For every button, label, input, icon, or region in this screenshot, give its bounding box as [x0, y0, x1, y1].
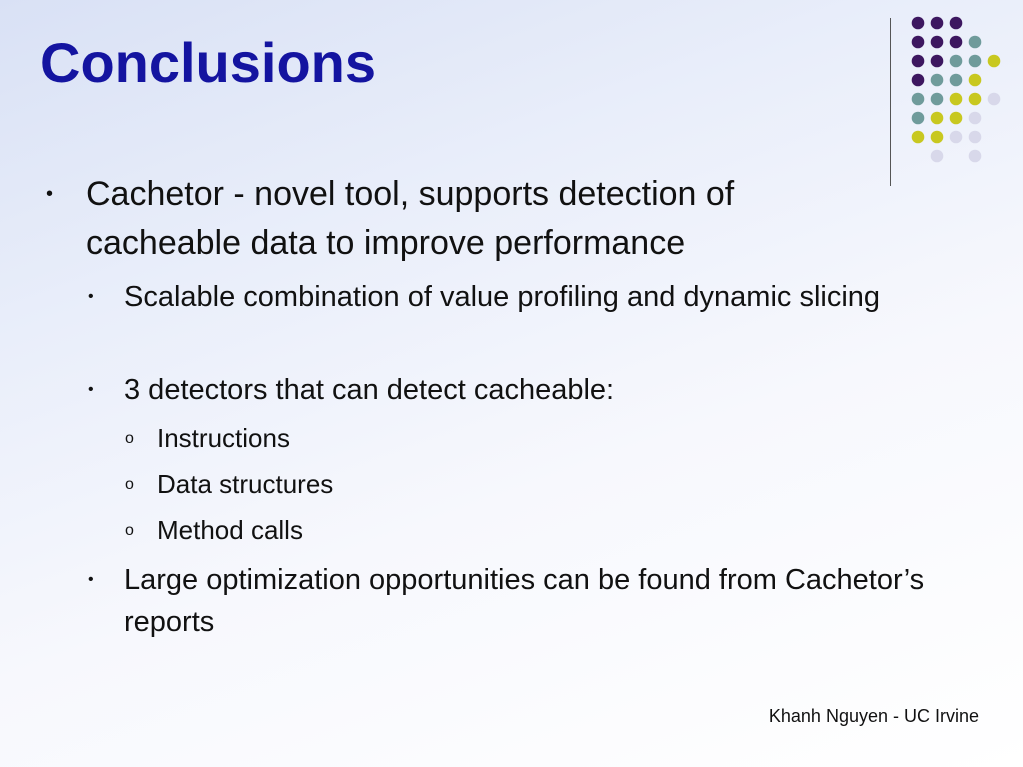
bullet-text: Cachetor - novel tool, supports detection of cacheable data to improve performance	[86, 175, 735, 262]
slide-footer: Khanh Nguyen - UC Irvine	[768, 706, 979, 726]
bullet-dot-icon: •	[88, 571, 94, 588]
bullet-level3	[125, 467, 757, 501]
bullet-level2	[88, 369, 944, 411]
bullet-level1	[46, 170, 886, 268]
bullet-dot-icon: •	[88, 381, 94, 398]
hollow-circle-bullet-icon: o	[125, 476, 134, 493]
bullet-dot-icon: •	[46, 183, 54, 205]
bullet-text: 3 detectors that can detect cacheable:	[124, 374, 615, 406]
slide-title: Conclusions	[40, 31, 377, 94]
bullet-level2	[88, 559, 944, 643]
bullet-text: Data structures	[157, 469, 334, 499]
bullet-text: Scalable combination of value profiling and dynamic slicing	[124, 281, 881, 313]
bullet-text: Large optimization opportunities can be found from Cachetor’s reports	[124, 564, 925, 638]
bullet-dot-icon: •	[88, 288, 94, 305]
hollow-circle-bullet-icon: o	[125, 522, 134, 539]
bullet-text: Method calls	[157, 515, 303, 545]
bullet-level3	[125, 421, 757, 455]
bullet-level3	[125, 513, 757, 547]
hollow-circle-bullet-icon: o	[125, 430, 134, 447]
bullet-text: Instructions	[157, 423, 290, 453]
bullet-level2	[88, 276, 944, 318]
